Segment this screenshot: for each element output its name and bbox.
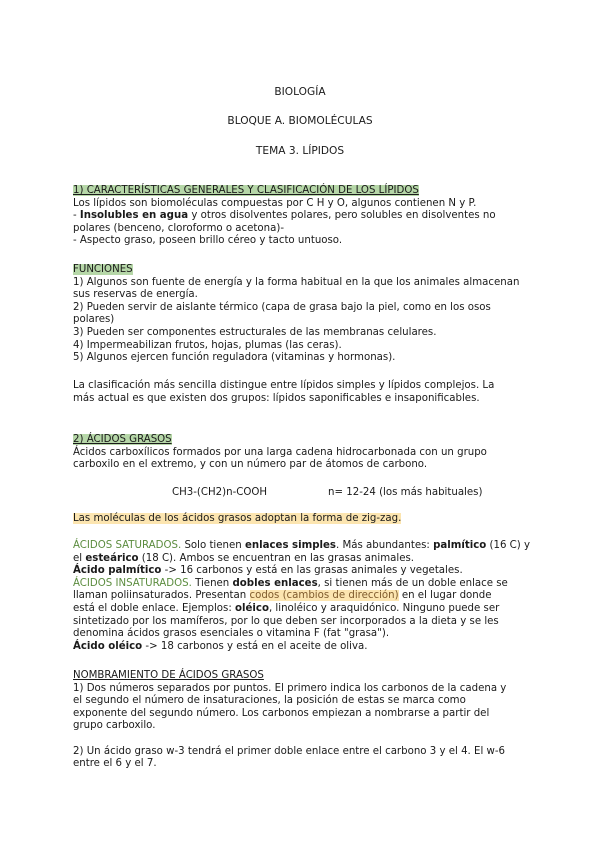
section1-line3: polares (benceno, cloroformo o acetona)- xyxy=(73,222,284,234)
topic-title: TEMA 3. LÍPIDOS xyxy=(255,145,345,157)
clasificacion-paragraph xyxy=(73,380,533,405)
nombramiento-heading: NOMBRAMIENTO DE ÁCIDOS GRASOS xyxy=(73,670,264,681)
nombramiento-line: el segundo el número de insaturaciones, la posición de estas se marca como xyxy=(73,695,466,707)
insaturados-line3: está el doble enlace. Ejemplos: oléico, linoléico y araquidónico. Ninguno puede ser xyxy=(73,602,500,614)
spacer xyxy=(73,733,533,746)
funciones-line: 3) Pueden ser componentes estructurales de las membranas celulares. xyxy=(73,326,437,338)
subject-title: BIOLOGÍA xyxy=(274,86,326,98)
saturados-line3: Ácido palmítico -> 16 carbonos y está en las grasas animales y vegetales. xyxy=(73,565,463,577)
section1-line4: - Aspecto graso, poseen brillo céreo y tacto untuoso. xyxy=(73,235,343,247)
saturados-line2: el esteárico (18 C). Ambos se encuentran en las grasas animales. xyxy=(73,552,415,564)
formula: CH3-(CH2)n-COOH xyxy=(172,487,268,498)
clasificacion-line: más actual es que existen dos grupos: lípidos saponificables e insaponificables. xyxy=(73,392,480,404)
funciones-line: 4) Impermeabilizan frutos, hojas, plumas (las ceras). xyxy=(73,339,342,351)
nombramiento-line: 1) Dos números separados por puntos. El primero indica los carbonos de la cadena y xyxy=(73,682,507,694)
section2 xyxy=(73,434,533,472)
section2-line: carboxilo en el extremo, y con un número par de átomos de carbono. xyxy=(73,459,428,471)
acidos-types xyxy=(73,540,533,653)
section1 xyxy=(73,185,533,248)
funciones-line: sus reservas de energía. xyxy=(73,289,198,301)
insaturados-line1: ÁCIDOS INSATURADOS. Tienen dobles enlaces, si tienen más de un doble enlace se xyxy=(73,577,508,589)
funciones-line: 2) Pueden servir de aislante térmico (capa de grasa bajo la piel, como en los osos xyxy=(73,301,491,313)
funciones-section xyxy=(73,264,533,365)
saturados-line1: ÁCIDOS SATURADOS. Solo tienen enlaces simples. Más abundantes: palmítico (16 C) y xyxy=(73,540,531,551)
clasificacion-line: La clasificación más sencilla distingue entre lípidos simples y lípidos complejos. La xyxy=(73,380,495,391)
insaturados-line2: llaman poliinsaturados. Presentan codos (cambios de dirección) en el lugar donde xyxy=(73,590,492,602)
nombramiento-line: exponente del segundo número. Los carbonos empiezan a nombrarse a partir del xyxy=(73,707,490,719)
funciones-line: 5) Algunos ejercen función reguladora (vitaminas y hormonas). xyxy=(73,352,396,364)
funciones-heading: FUNCIONES xyxy=(73,264,133,275)
section1-line1: Los lípidos son biomoléculas compuestas por C H y O, algunos contienen N y P. xyxy=(73,197,477,209)
insaturados-line5: denomina ácidos grasos esenciales o vitamina F (fat "grasa"). xyxy=(73,628,390,640)
funciones-line: 1) Algunos son fuente de energía y la forma habitual en la que los animales almacenan xyxy=(73,276,520,288)
formula-note: n= 12-24 (los más habituales) xyxy=(328,487,483,498)
block-title: BLOQUE A. BIOMOLÉCULAS xyxy=(227,115,373,127)
section2-heading: 2) ÁCIDOS GRASOS xyxy=(73,434,172,445)
insaturados-line6: Ácido oléico -> 18 carbonos y está en el aceite de oliva. xyxy=(73,640,368,652)
section1-heading: 1) CARACTERÍSTICAS GENERALES Y CLASIFICACIÓN DE LOS LÍPIDOS xyxy=(73,185,419,196)
zigzag-text: Las moléculas de los ácidos grasos adoptan la forma de zig-zag. xyxy=(73,513,402,524)
nombramiento-line: entre el 6 y el 7. xyxy=(73,758,157,770)
funciones-line: polares) xyxy=(73,314,115,326)
zigzag-note xyxy=(73,513,533,526)
nombramiento-line: grupo carboxilo. xyxy=(73,720,156,732)
insaturados-line4: sintetizado por los mamíferos, por lo que deben ser incorporados a la dieta y se les xyxy=(73,615,499,627)
nombramiento-line: 2) Un ácido graso w-3 tendrá el primer doble enlace entre el carbono 3 y el 4. El w-6 xyxy=(73,745,506,757)
section1-line2: - Insolubles en agua y otros disolventes polares, pero solubles en disolventes no xyxy=(73,210,496,222)
nombramiento-section xyxy=(73,670,533,771)
section2-line: Ácidos carboxílicos formados por una larga cadena hidrocarbonada con un grupo xyxy=(73,446,487,458)
